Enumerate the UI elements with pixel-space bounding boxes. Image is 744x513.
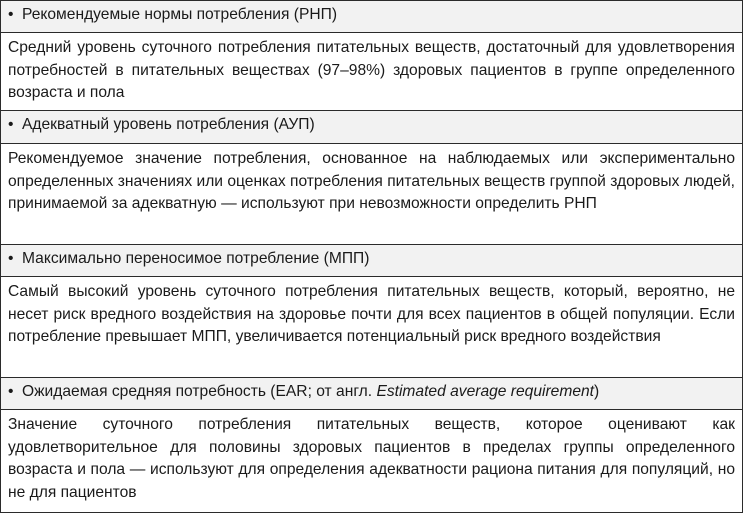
entry-title: Адекватный уровень потребления (АУП) (22, 116, 315, 133)
entry-description-aup: Рекомендуемое значение потребления, основанное на наблюдаемых или экспериментально определенных значениях или оценках потребления питательных веществ группой здоровых людей, принимаемой за адекватную — используют при невозможности определить РНП (0, 144, 743, 245)
bullet: • (8, 250, 14, 267)
bullet: • (8, 116, 14, 133)
bullet: • (8, 383, 14, 400)
entry-description-mpp: Самый высокий уровень суточного потребления питательных веществ, который, вероятно, не несет риск вредного воздействия на здоровье почти для всех пациентов в общей популяции. Если потребление превышает МПП, увеличивается потенциальный риск вредного воздействия (0, 277, 743, 378)
entry-header-aup (0, 111, 743, 144)
entry-title-italic: Estimated average requirement (376, 383, 594, 400)
entry-header-rnp (0, 0, 743, 33)
bullet: • (8, 6, 14, 23)
entry-title-suffix: ) (594, 383, 600, 400)
entry-description-rnp: Средний уровень суточного потребления питательных веществ, достаточный для удовлетворения потребностей в питательных веществах (97–98%) здоровых пациентов в группе определенного возраста и пола (0, 33, 743, 111)
entry-title: Максимально переносимое потребление (МПП) (22, 250, 370, 267)
entry-description-ear: Значение суточного потребления питательных веществ, которое оценивают как удовлетворительное для половины здоровых пациентов в пределах группы определенного возраста и пола — используют для определения адекватности рациона питания для популяций, но не для пациентов (0, 410, 743, 513)
entry-header-ear (0, 378, 743, 410)
entry-header-mpp (0, 245, 743, 277)
entry-title-prefix: Ожидаемая средняя потребность (EAR; от англ. (22, 383, 377, 400)
entry-title: Рекомендуемые нормы потребления (РНП) (22, 6, 338, 23)
